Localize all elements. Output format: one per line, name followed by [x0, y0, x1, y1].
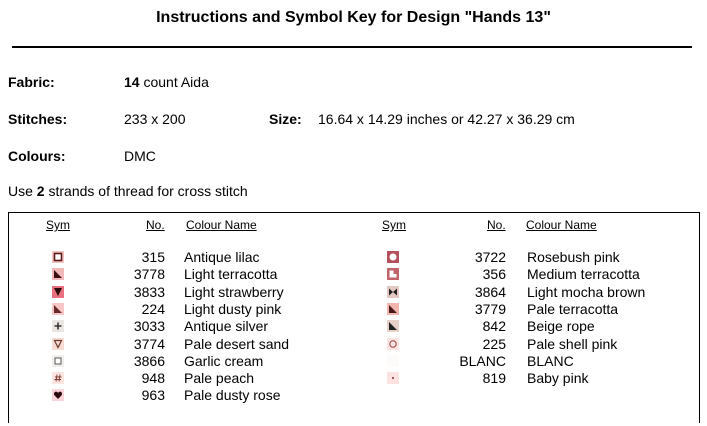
colour-name: Pale dusty rose	[184, 387, 281, 404]
colour-number: 842	[482, 318, 506, 335]
colour-name: Antique silver	[184, 318, 269, 335]
colour-number: 3722	[474, 249, 506, 265]
colour-name: Baby pink	[527, 370, 589, 387]
colour-number: 819	[482, 370, 506, 387]
colour-number: 356	[482, 266, 506, 283]
heart-icon	[52, 389, 64, 401]
colour-number: 948	[141, 370, 165, 387]
triangle-corner-icon	[52, 268, 64, 280]
colour-number: 3774	[133, 335, 165, 352]
colour-number: 963	[141, 387, 165, 404]
colour-number: BLANC	[459, 352, 506, 369]
header-no-right: No.	[487, 218, 506, 232]
page-title: Instructions and Symbol Key for Design "Hands 13"	[156, 9, 551, 26]
colour-name: Beige rope	[527, 318, 595, 335]
small-square-icon	[52, 355, 64, 367]
dot-icon	[387, 372, 399, 384]
colour-name: Pale shell pink	[527, 335, 618, 352]
bowtie-icon	[387, 286, 399, 298]
strands-post: strands of thread for cross stitch	[44, 183, 248, 199]
blank-icon	[387, 355, 399, 367]
down-triangle-icon	[52, 286, 64, 298]
colour-number: 224	[141, 300, 165, 317]
colour-number: 3779	[474, 300, 506, 317]
header-name-left: Colour Name	[186, 218, 257, 232]
colour-name: BLANC	[527, 352, 574, 369]
colour-name: Rosebush pink	[527, 249, 620, 265]
colour-number: 3866	[133, 352, 165, 369]
strands-count: 2	[36, 183, 45, 199]
fabric-value	[124, 74, 209, 90]
colour-number: 3864	[474, 283, 506, 300]
colour-name: Light strawberry	[184, 283, 284, 300]
colour-number: 225	[482, 335, 506, 352]
colour-name: Light mocha brown	[527, 283, 646, 300]
open-circle-icon	[387, 338, 399, 350]
colour-name: Light terracotta	[184, 266, 278, 283]
colour-name: Garlic cream	[184, 352, 264, 369]
colour-name: Pale terracotta	[527, 300, 619, 317]
l-shape-icon	[387, 268, 399, 280]
stitches-label: Stitches:	[8, 111, 68, 127]
triangle-corner-icon	[387, 303, 399, 315]
size-label: Size:	[269, 111, 302, 127]
fabric-label: Fabric:	[8, 74, 55, 90]
colour-number: 315	[141, 249, 165, 265]
fabric-count: 14	[124, 74, 140, 90]
colour-name: Pale peach	[184, 370, 255, 387]
hash-icon	[52, 372, 64, 384]
size-value: 16.64 x 14.29 inches or 42.27 x 36.29 cm	[318, 111, 575, 127]
colours-label: Colours:	[8, 148, 66, 164]
title-divider	[12, 46, 692, 48]
colour-name: Antique lilac	[184, 249, 260, 265]
colour-number: 3033	[133, 318, 165, 335]
strands-instruction	[8, 183, 248, 199]
triangle-corner-icon	[387, 320, 399, 332]
stitches-value: 233 x 200	[124, 111, 186, 127]
triangle-corner-icon	[52, 303, 64, 315]
strands-pre: Use	[8, 183, 37, 199]
open-square-icon	[52, 251, 64, 263]
colour-name: Medium terracotta	[527, 266, 640, 283]
colour-number: 3778	[133, 266, 165, 283]
header-sym-left: Sym	[46, 218, 70, 232]
header-no-left: No.	[146, 218, 165, 232]
colours-value: DMC	[124, 148, 156, 164]
circle-icon	[387, 251, 399, 263]
colour-number: 3833	[133, 283, 165, 300]
header-name-right: Colour Name	[526, 218, 597, 232]
plus-icon	[52, 320, 64, 332]
header-sym-right: Sym	[382, 218, 406, 232]
colour-name: Pale desert sand	[184, 335, 290, 352]
fabric-rest: count Aida	[139, 74, 209, 90]
colour-name: Light dusty pink	[184, 300, 282, 317]
open-down-triangle-icon	[52, 338, 64, 350]
